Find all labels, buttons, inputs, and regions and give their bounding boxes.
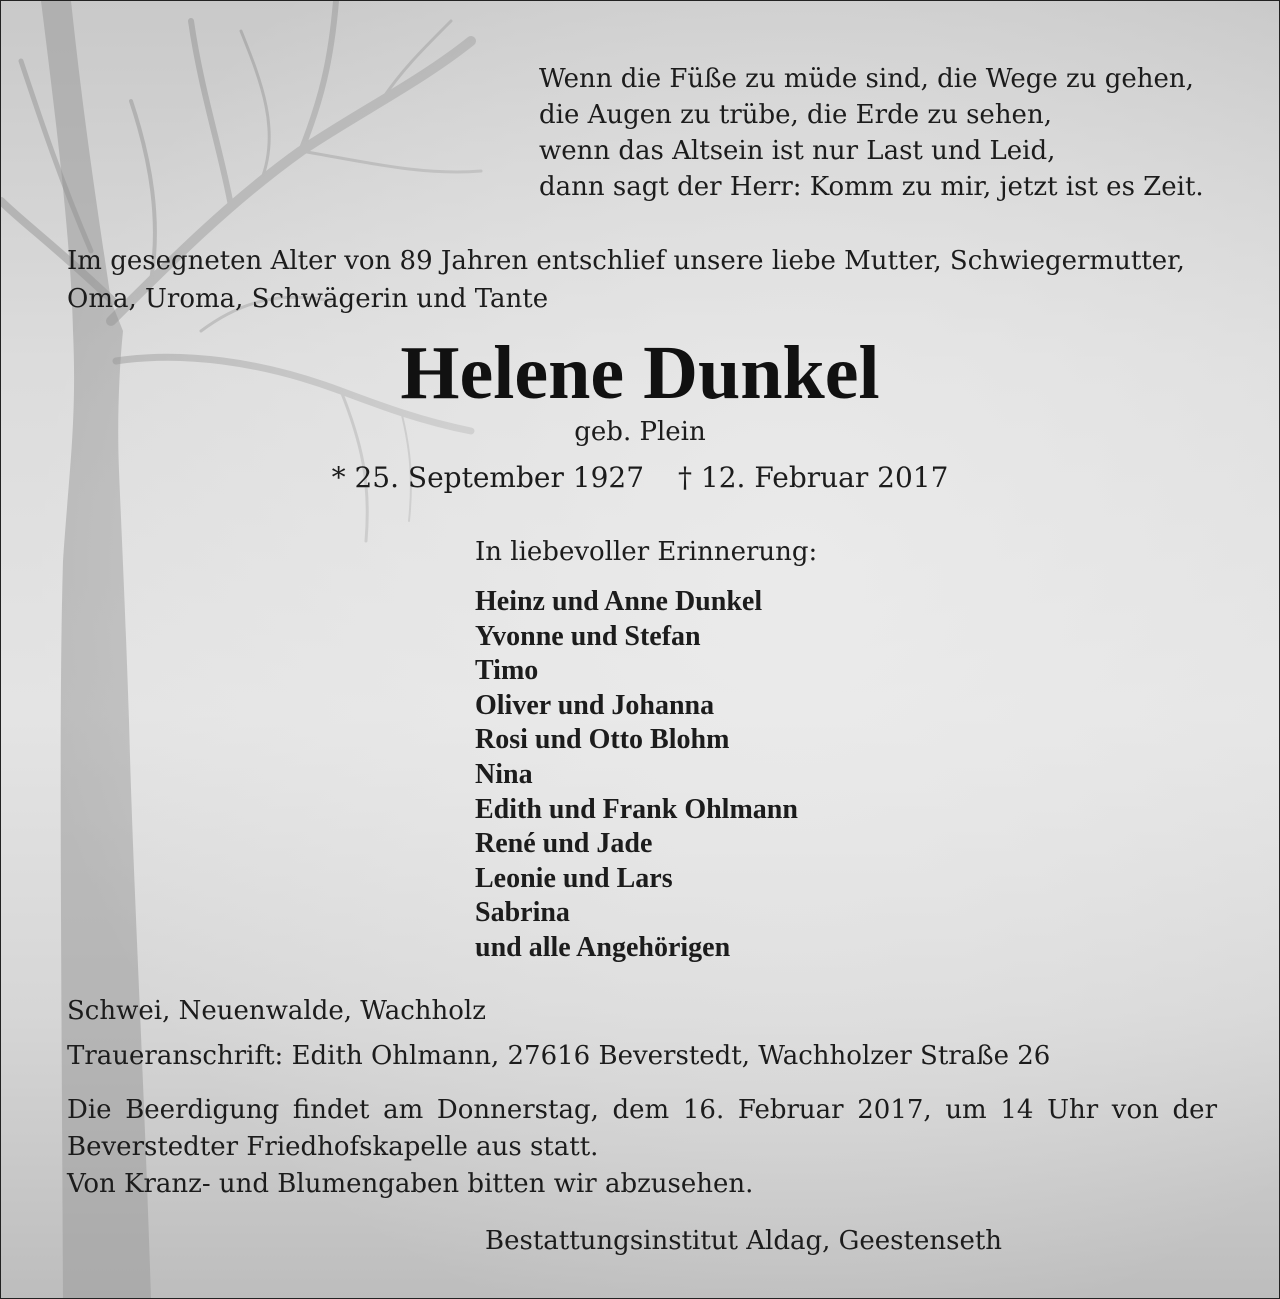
mourning-address: Traueranschrift: Edith Ohlmann, 27616 Beverstedt, Wachholzer Straße 26 bbox=[67, 1041, 1051, 1071]
funeral-line: Von Kranz- und Blumengaben bitten wir abzusehen. bbox=[67, 1169, 754, 1199]
death-date: † 12. Februar 2017 bbox=[678, 461, 949, 494]
funeral-line: Beverstedter Friedhofskapelle aus statt. bbox=[67, 1132, 599, 1162]
mourner-item: Timo bbox=[475, 655, 539, 687]
poem-line: wenn das Altsein ist nur Last und Leid, bbox=[539, 136, 1056, 166]
memory-heading: In liebevoller Erinnerung: bbox=[475, 537, 818, 567]
mourner-item: Yvonne und Stefan bbox=[475, 620, 701, 652]
funeral-line: Die Beerdigung findet am Donnerstag, dem 16. Februar 2017, um 14 Uhr von der bbox=[67, 1095, 1217, 1125]
birth-date: * 25. September 1927 bbox=[331, 461, 645, 494]
poem-line: dann sagt der Herr: Komm zu mir, jetzt ist es Zeit. bbox=[539, 172, 1204, 202]
poem bbox=[539, 61, 1204, 205]
life-dates bbox=[1, 459, 1279, 497]
mourner-item: Heinz und Anne Dunkel bbox=[475, 586, 763, 617]
places-text: Schwei, Neuenwalde, Wachholz bbox=[67, 996, 486, 1026]
poem-line: Wenn die Füße zu müde sind, die Wege zu gehen, bbox=[539, 64, 1194, 94]
poem-line: die Augen zu trübe, die Erde zu sehen, bbox=[539, 100, 1052, 130]
birth-name: geb. Plein bbox=[574, 417, 706, 447]
mourner-item: Nina bbox=[475, 758, 533, 790]
mourner-item: und alle Angehörigen bbox=[475, 931, 731, 963]
funeral-notice bbox=[67, 1092, 1217, 1203]
undertaker-name: Bestattungsinstitut Aldag, Geestenseth bbox=[485, 1226, 1003, 1256]
mourner-item: Oliver und Johanna bbox=[475, 689, 715, 721]
mourner-item: Sabrina bbox=[475, 897, 570, 929]
mourner-item: Rosi und Otto Blohm bbox=[475, 724, 730, 756]
intro-text: Im gesegneten Alter von 89 Jahren entschlief unsere liebe Mutter, Schwiegermutter, Oma, Uroma, Schwägerin und Tante bbox=[67, 246, 1185, 314]
mourner-item: René und Jade bbox=[475, 828, 653, 860]
deceased-name: Helene Dunkel bbox=[400, 331, 880, 415]
mourner-item: Edith und Frank Ohlmann bbox=[475, 793, 798, 825]
mourner-item: Leonie und Lars bbox=[475, 862, 673, 894]
mourners-list bbox=[475, 585, 798, 966]
